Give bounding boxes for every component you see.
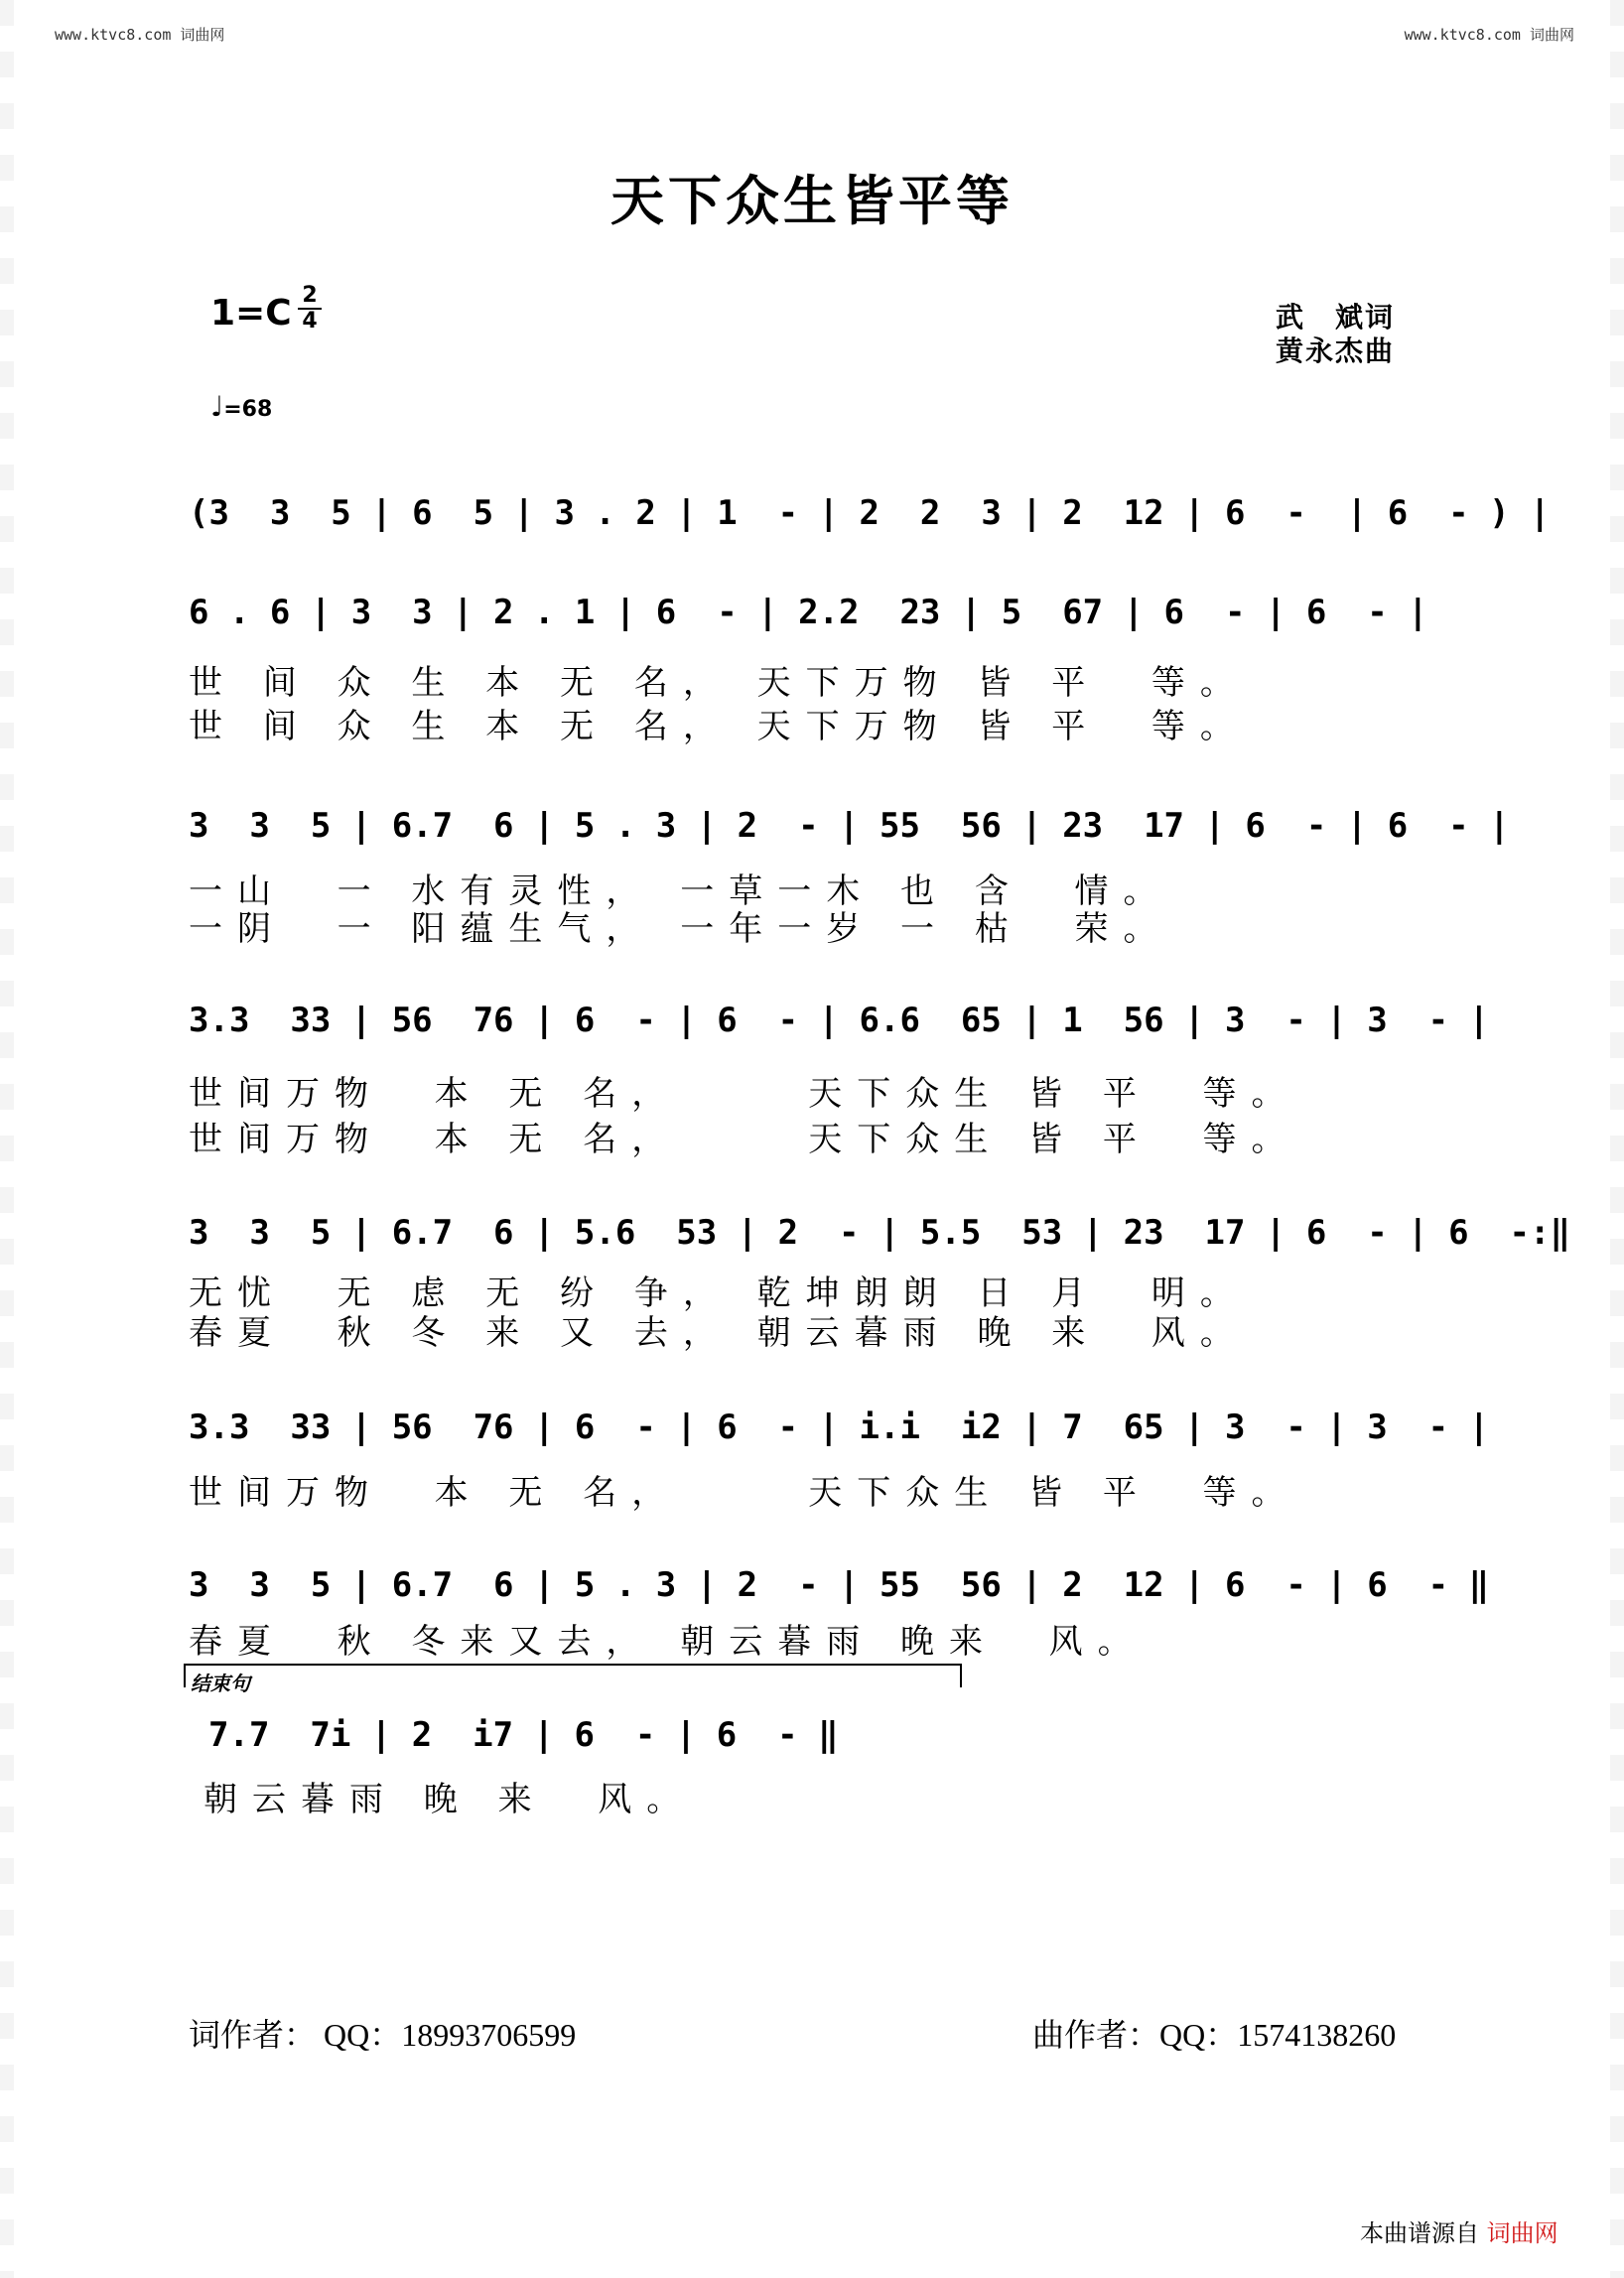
source-brand-link[interactable]: 词曲网 — [1486, 2219, 1558, 2247]
notation-line-7: 3 3 5 | 6.7 6 | 5 . 3 | 2 - | 55 56 | 2 12 | 6 - | 6 - ‖ — [189, 1565, 1490, 1605]
time-signature — [298, 284, 322, 334]
site-header-left: www.ktvc8.com 词曲网 — [55, 26, 225, 44]
notation-line-4: 3.3 33 | 56 76 | 6 - | 6 - | 6.6 65 | 1 56 | 3 - | 3 - | — [189, 1001, 1490, 1040]
lyric-line-4b: 世间万物 本 无 名， 天下众生 皆 平 等。 — [189, 1120, 1300, 1159]
lyric-line-4a: 世间万物 本 无 名， 天下众生 皆 平 等。 — [189, 1074, 1300, 1114]
lyric-line-3b: 一阴 一 阳蕴生气， 一年一岁 一 枯 荣。 — [189, 909, 1172, 949]
notation-line-intro: (3 3 5 | 6 5 | 3 . 2 | 1 - | 2 2 3 | 2 12 | 6 - | 6 - ) | — [189, 493, 1551, 533]
song-title: 天下众生皆平等 — [610, 170, 1014, 232]
notation-line-3: 3 3 5 | 6.7 6 | 5 . 3 | 2 - | 55 56 | 23 17 | 6 - | 6 - | — [189, 806, 1510, 846]
lyricist-credit: 武 斌词 — [1276, 301, 1396, 334]
site-header-right: www.ktvc8.com 词曲网 — [1404, 26, 1574, 44]
notation-line-6: 3.3 33 | 56 76 | 6 - | 6 - | i.i i2 | 7 65 | 3 - | 3 - | — [189, 1407, 1490, 1447]
notation-line-2: 6 . 6 | 3 3 | 2 . 1 | 6 - | 2.2 23 | 5 67 | 6 - | 6 - | — [189, 593, 1428, 632]
lyric-line-7: 春夏 秋 冬来又去， 朝云暮雨 晚来 风。 — [189, 1622, 1147, 1662]
footer-lyricist-contact: 词作者： QQ：18993706599 — [189, 2017, 577, 2053]
quarter-note-icon: ♩ — [210, 390, 224, 423]
ending-label: 结束句 — [191, 1672, 250, 1695]
right-margin-decoration — [1610, 0, 1624, 2278]
time-signature-bottom: 4 — [298, 308, 322, 334]
lyric-line-6: 世间万物 本 无 名， 天下众生 皆 平 等。 — [189, 1473, 1300, 1513]
composer-credit: 黄永杰曲 — [1276, 335, 1396, 367]
notation-line-ending: 7.7 7i | 2 i7 | 6 - | 6 - ‖ — [208, 1715, 839, 1755]
left-margin-decoration — [0, 0, 14, 2278]
tempo-marking — [210, 390, 272, 423]
source-prefix: 本曲谱源自 — [1360, 2219, 1479, 2247]
time-signature-top: 2 — [302, 283, 318, 308]
notation-line-5: 3 3 5 | 6.7 6 | 5.6 53 | 2 - | 5.5 53 | 23 17 | 6 - | 6 -:‖ — [189, 1213, 1570, 1253]
lyric-line-5a: 无忧 无 虑 无 纷 争， 乾坤朗朗 日 月 明。 — [189, 1273, 1249, 1313]
ending-bracket — [184, 1664, 962, 1687]
source-note — [1360, 2213, 1558, 2248]
footer-composer-contact: 曲作者：QQ：1574138260 — [1032, 2017, 1397, 2053]
lyric-line-2b: 世 间 众 生 本 无 名， 天下万物 皆 平 等。 — [189, 707, 1249, 746]
lyric-line-ending: 朝云暮雨 晚 来 风。 — [203, 1780, 696, 1819]
lyric-line-3a: 一山 一 水有灵性， 一草一木 也 含 情。 — [189, 871, 1172, 911]
key-signature: 1=C — [210, 293, 292, 334]
lyric-line-5b: 春夏 秋 冬 来 又 去， 朝云暮雨 晚 来 风。 — [189, 1313, 1249, 1353]
tempo-value: =68 — [223, 397, 273, 422]
lyric-line-2a: 世 间 众 生 本 无 名， 天下万物 皆 平 等。 — [189, 663, 1249, 703]
